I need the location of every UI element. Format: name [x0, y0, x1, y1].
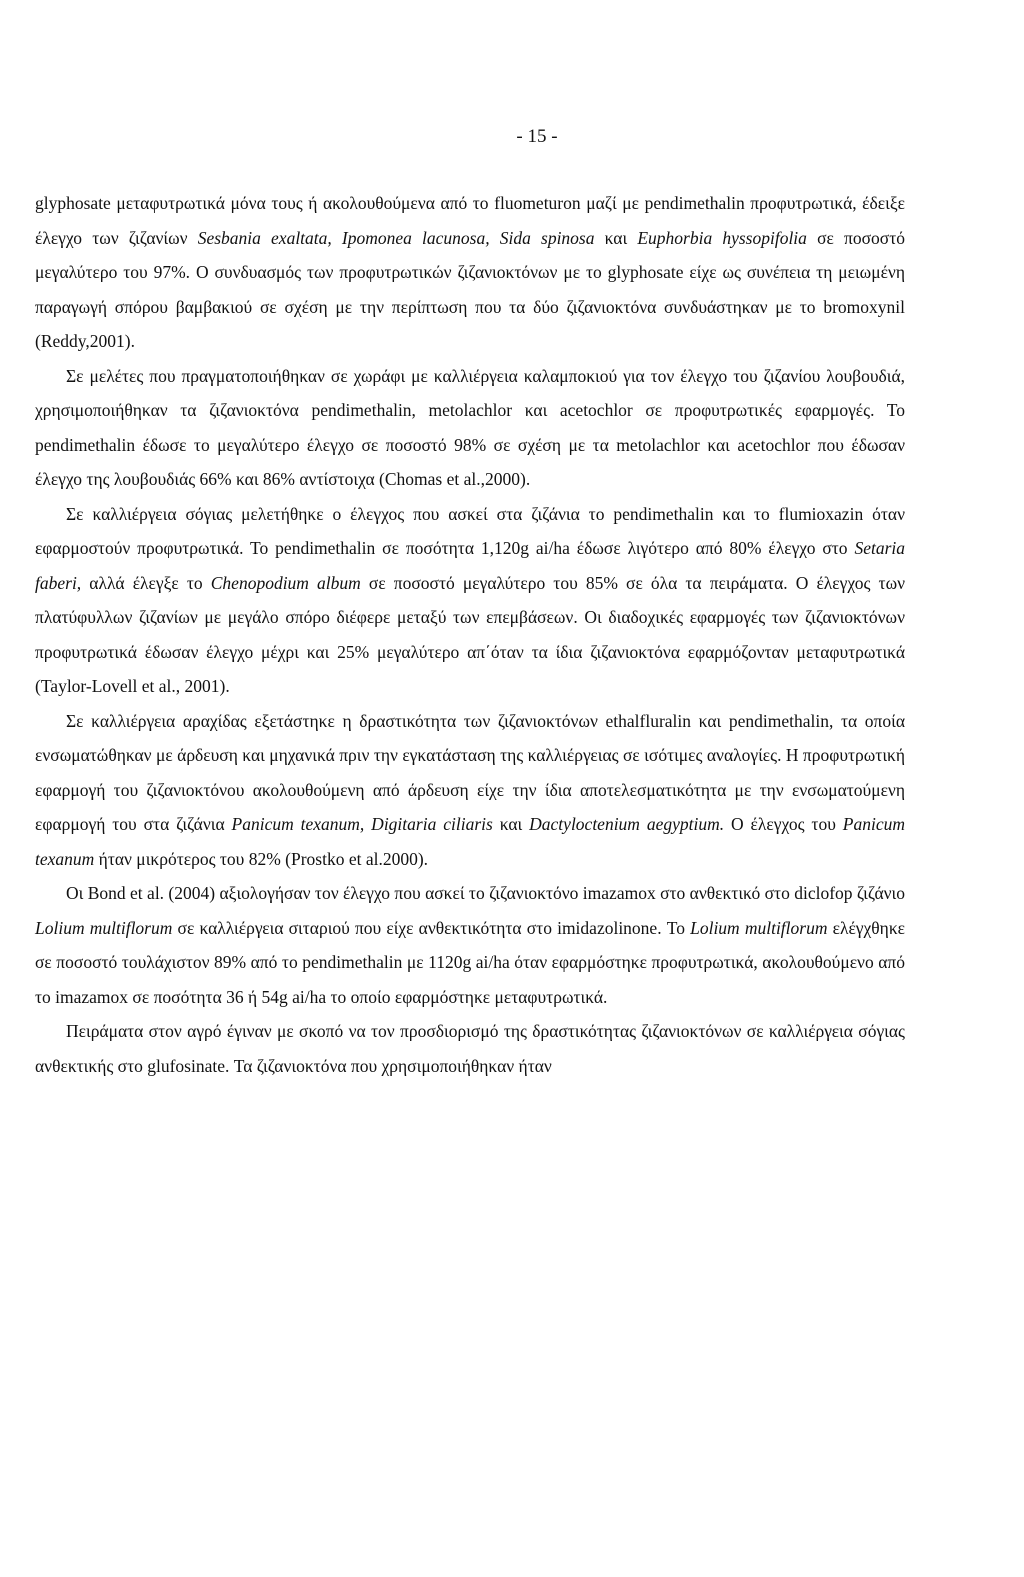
paragraph — [35, 1014, 905, 1083]
species-name: Dactyloctenium aegyptium. — [529, 814, 725, 834]
text-run: Οι Bond et al. (2004) αξιολογήσαν τον έλεγχο που ασκεί το ζιζανιοκτόνο imazamox στο ανθεκτικό στο diclofop ζιζάνιο — [66, 883, 905, 903]
body-text — [35, 186, 905, 1083]
text-run: Σε μελέτες που πραγματοποιήθηκαν σε χωράφι με καλλιέργεια καλαμποκιού για τον έλεγχο του ζιζανίου λουβουδιά, χρησιμοποιήθηκαν τα ζιζανιοκτόνα pendimethalin, metolachlor και acetochlor σε προφυτρωτικές εφαρμογές. Το pendimethalin έδωσε το μεγαλύτερο έλεγχο σε ποσοστό 98% σε σχέση με τα metolachlor και acetochlor που έδωσαν έλεγχο της λουβουδιάς 66% και 86% αντίστοιχα (Chomas et al.,2000). — [35, 365, 905, 489]
text-run: αλλά έλεγξε το — [81, 572, 211, 593]
species-name: Panicum texanum — [35, 814, 905, 869]
paragraph — [35, 497, 905, 704]
text-run: ελέγχθηκε σε ποσοστό τουλάχιστον 89% από το pendimethalin με 1120g ai/ha όταν εφαρμόστηκε προφυτρωτικά, ακολουθούμενο από το imazamox σε ποσότητα 36 ή 54g ai/ha το οποίο εφαρμόστηκε μεταφυτρωτικά. — [35, 917, 906, 1007]
species-name: Lolium multiflorum — [690, 917, 828, 938]
text-run: σε ποσοστό μεγαλύτερο του 97%. Ο συνδυασμός των προφυτρωτικών ζιζανιοκτόνων με το glyphosate είχε ως συνέπεια τη μειωμένη παραγωγή σπόρου βαμβακιού σε σχέση με την περίπτωση που τα δύο ζιζανιοκτόνα συνδυάστηκαν με το bromoxynil (Reddy,2001). — [35, 227, 905, 351]
text-run: Ο έλεγχος του — [724, 814, 843, 834]
text-run: και — [492, 814, 530, 834]
species-name: Euphorbia hyssopifolia — [637, 227, 807, 248]
page-number: - 15 - — [516, 126, 558, 147]
paragraph — [35, 876, 905, 1014]
species-name: Setaria faberi, — [35, 538, 905, 593]
paragraph — [35, 359, 905, 497]
species-name: Chenopodium album — [210, 572, 361, 593]
species-name: Panicum texanum, Digitaria ciliaris — [231, 814, 493, 834]
text-run: Πειράματα στον αγρό έγιναν με σκοπό να τον προσδιορισμό της δραστικότητας ζιζανιοκτόνων σε καλλιέργεια σόγιας ανθεκτικής στο glufosinate. Τα ζιζανιοκτόνα που χρησιμοποιήθηκαν ήταν — [35, 1021, 905, 1076]
text-run: σε ποσοστό μεγαλύτερο του 85% σε όλα τα πειράματα. Ο έλεγχος των πλατύφυλλων ζιζανίων με μεγάλο σπόρο διέφερε μεταξύ των επεμβάσεων. Οι διαδοχικές εφαρμογές των ζιζανιοκτόνων προφυτρωτικά έδωσαν έλεγχο μέχρι και 25% μεγαλύτερο απ΄όταν τα ίδια ζιζανιοκτόνα εφαρμόζονταν μεταφυτρωτικά (Taylor-Lovell et al., 2001). — [35, 572, 905, 696]
paragraph — [35, 704, 905, 877]
text-run: Σε καλλιέργεια σόγιας μελετήθηκε ο έλεγχος που ασκεί στα ζιζάνια το pendimethalin και το flumioxazin όταν εφαρμοστούν προφυτρωτικά. Το pendimethalin σε ποσότητα 1,120g ai/ha έδωσε λιγότερο από 80% έλεγχο στο — [35, 503, 905, 558]
species-name: Lolium multiflorum — [35, 917, 173, 938]
text-run: glyphosate μεταφυτρωτικά μόνα τους ή ακολουθούμενα από το fluometuron μαζί με pendimethalin προφυτρωτικά, έδειξε έλεγχο των ζιζανίων — [35, 193, 905, 248]
species-name: Sesbania exaltata, Ipomonea lacunosa, Sida spinosa — [197, 227, 595, 248]
text-run: ήταν μικρότερος του 82% (Prostko et al.2000). — [94, 848, 429, 869]
text-run: σε καλλιέργεια σιταριού που είχε ανθεκτικότητα στο imidazolinone. Το — [172, 917, 691, 938]
paragraph — [35, 186, 905, 359]
text-run: και — [594, 227, 638, 248]
text-run: Σε καλλιέργεια αραχίδας εξετάστηκε η δραστικότητα των ζιζανιοκτόνων ethalfluralin και pendimethalin, τα οποία ενσωματώθηκαν με άρδευση και μηχανικά πριν την εγκατάσταση της καλλιέργειας σε ισότιμες αναλογίες. Η προφυτρωτική εφαρμογή του ζιζανιοκτόνου ακολουθούμενη από άρδευση είχε την ίδια αποτελεσματικότητα με την ενσωματούμενη εφαρμογή του στα ζιζάνια — [35, 710, 905, 834]
